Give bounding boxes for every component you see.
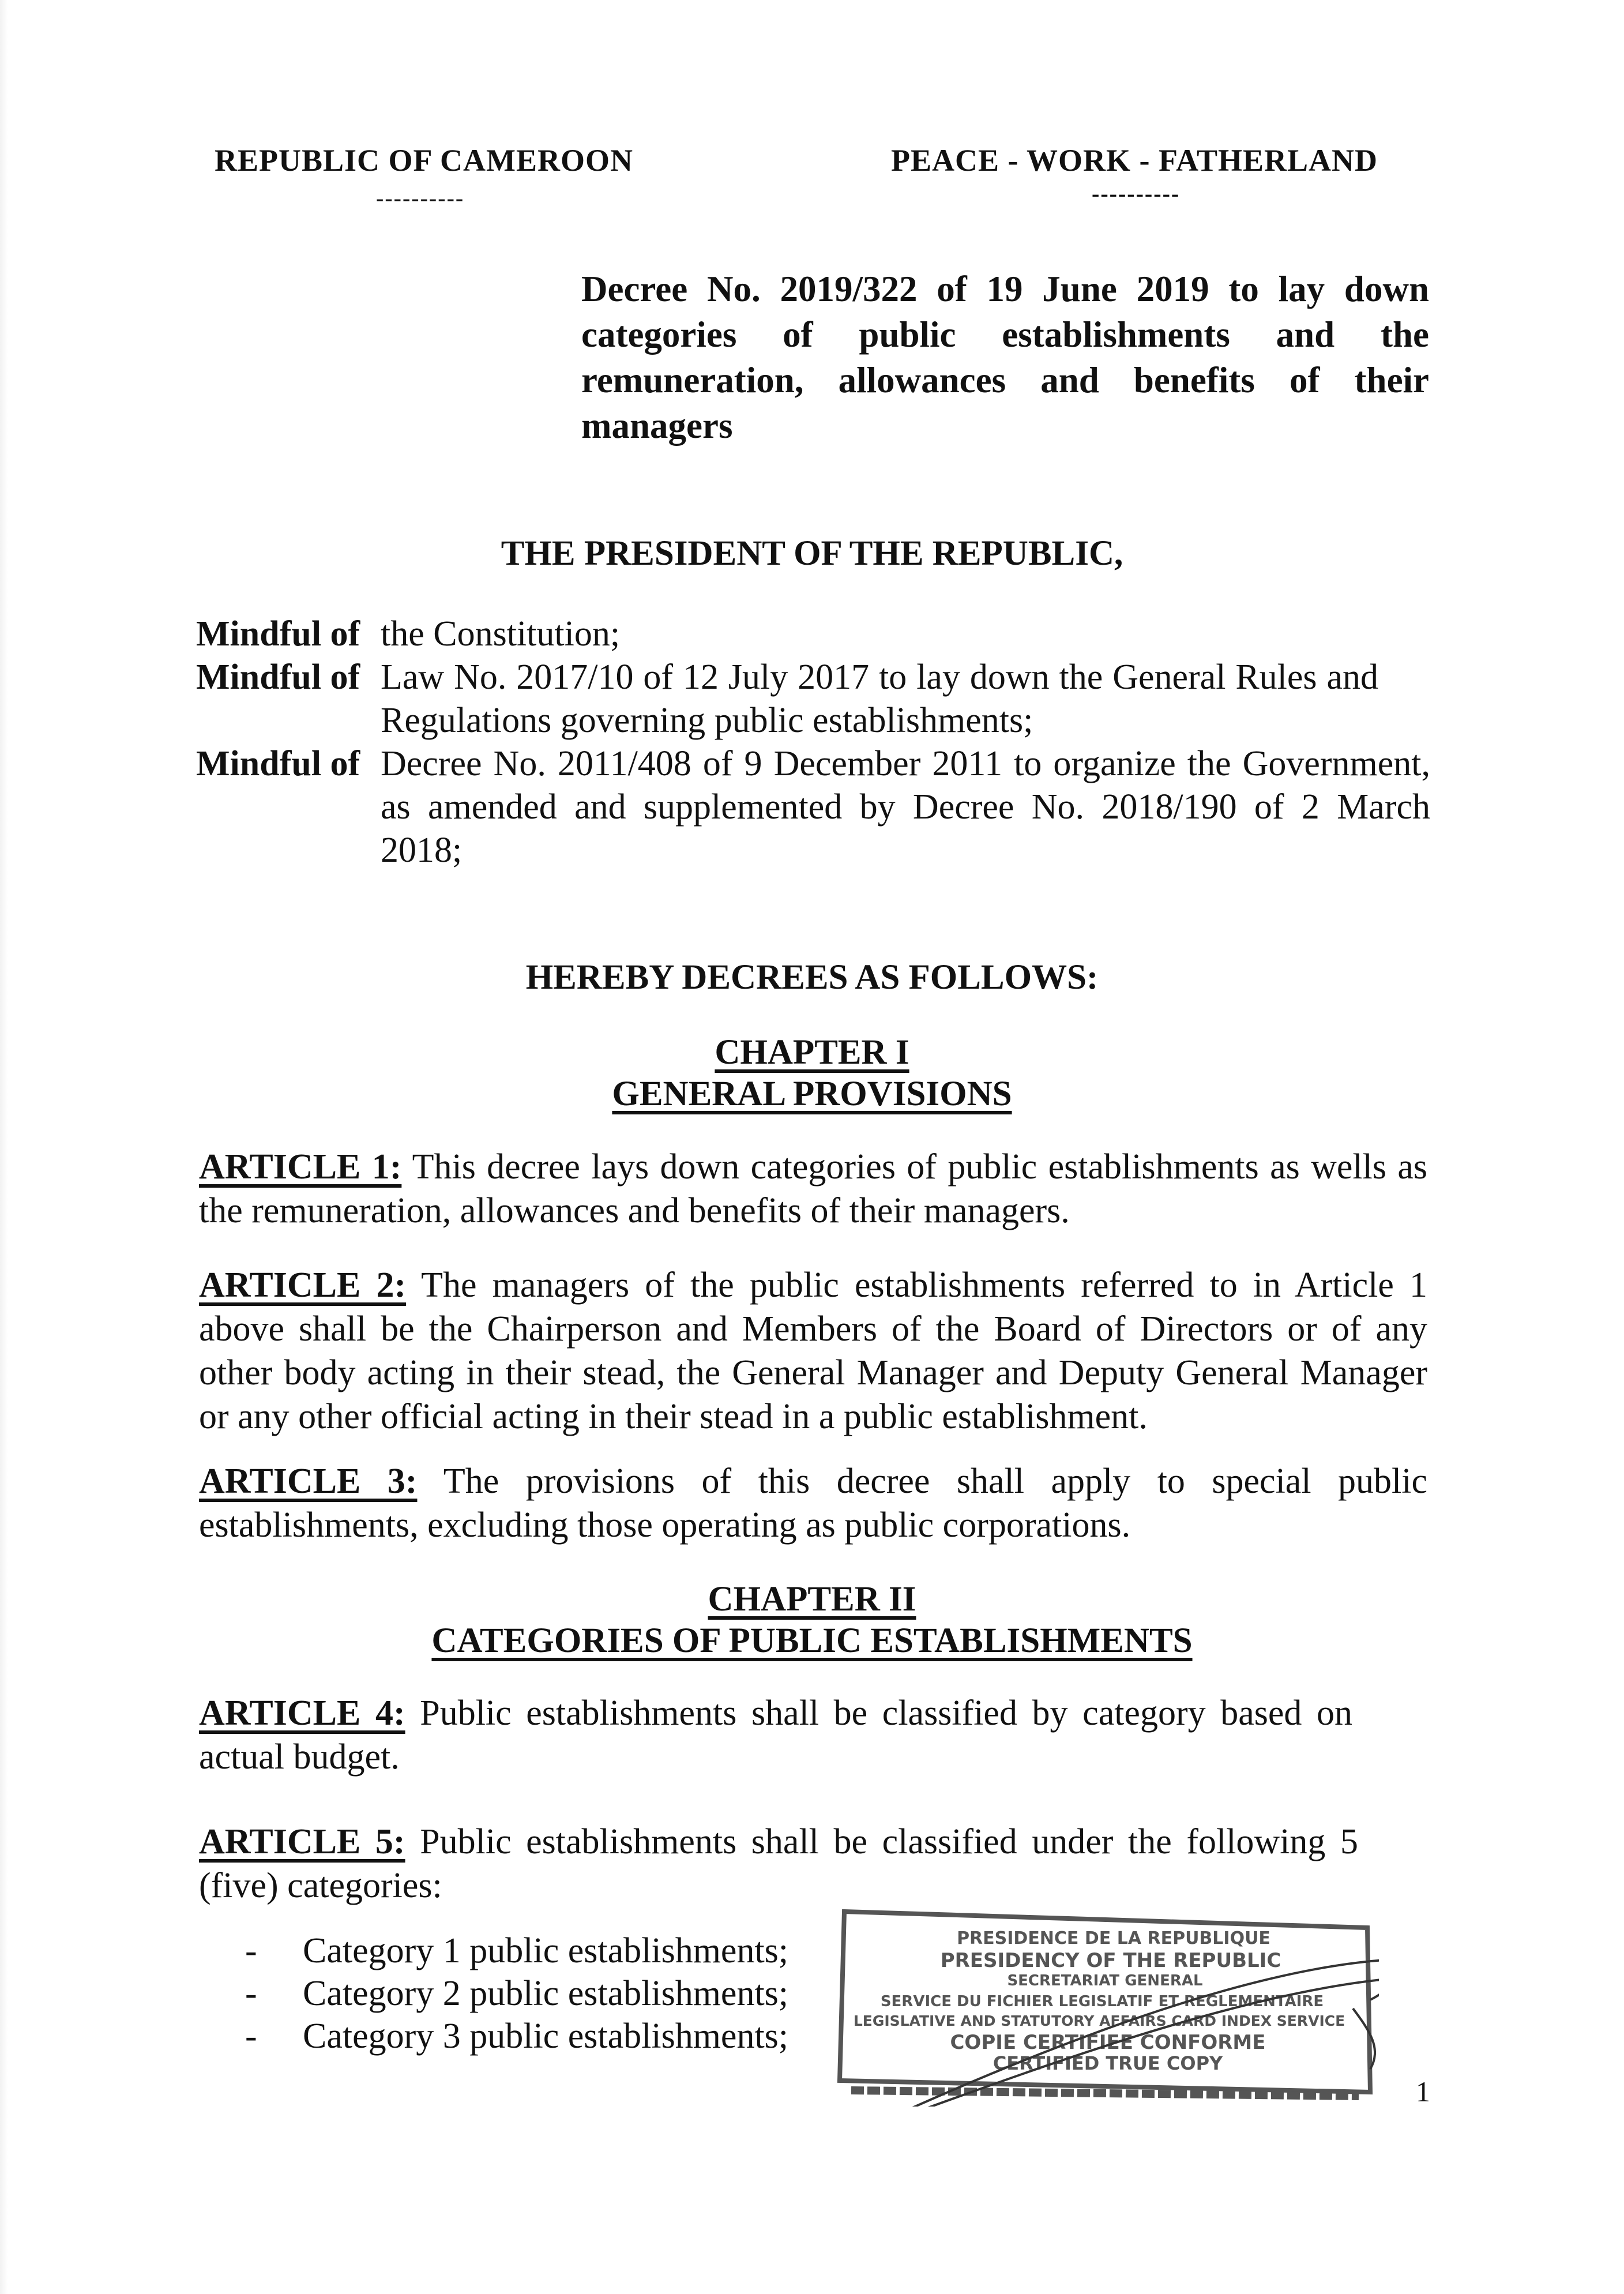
mindful-label: Mindful of <box>196 614 360 654</box>
chapter-2-number-text: CHAPTER II <box>708 1580 916 1619</box>
article-text: Public establishments shall be classified under the following 5 (five) categories: <box>199 1822 1359 1905</box>
list-item <box>245 2015 788 2058</box>
list-bullet: - <box>245 1931 257 1970</box>
article-1 <box>199 1145 1427 1233</box>
article-label: ARTICLE 4: <box>199 1694 405 1733</box>
article-2 <box>199 1263 1427 1439</box>
stamp-line: PRESIDENCE DE LA REPUBLIQUE <box>957 1928 1270 1948</box>
stamp-line: PRESIDENCY OF THE REPUBLIC <box>940 1949 1281 1972</box>
president-heading: THE PRESIDENT OF THE REPUBLIC, <box>501 534 1123 573</box>
mindful-item <box>196 656 1430 742</box>
mindful-text: Law No. 2017/10 of 12 July 2017 to lay down the General Rules and Regulations governing public establishments; <box>381 658 1378 740</box>
chapter-1-number <box>0 1033 1624 1073</box>
decree-title: Decree No. 2019/322 of 19 June 2019 to lay down categories of public establishments and the remuneration, allowances and benefits of their managers <box>581 269 1429 446</box>
mindful-text: the Constitution; <box>381 614 621 654</box>
stamp-line: SECRETARIAT GENERAL <box>1007 1972 1203 1989</box>
header-country: REPUBLIC OF CAMEROON <box>215 143 634 178</box>
category-list <box>245 1929 788 2058</box>
article-4 <box>199 1691 1352 1779</box>
scan-edge-shadow <box>0 0 8 2294</box>
list-item <box>245 1972 788 2015</box>
stamp-line: COPIE CERTIFIEE CONFORME <box>950 2031 1266 2054</box>
mindful-item <box>196 742 1430 872</box>
chapter-1-title-text: GENERAL PROVISIONS <box>612 1075 1012 1113</box>
chapter-1-number-text: CHAPTER I <box>715 1033 909 1072</box>
list-item-text: Category 3 public establishments; <box>303 2017 789 2056</box>
article-3 <box>199 1459 1427 1547</box>
article-label: ARTICLE 3: <box>199 1462 418 1501</box>
mindful-label: Mindful of <box>196 658 360 697</box>
article-label: ARTICLE 5: <box>199 1822 405 1861</box>
mindful-item <box>196 613 1430 656</box>
stamp-dotted-rule <box>851 2090 1359 2096</box>
article-label: ARTICLE 1: <box>199 1147 402 1187</box>
header-right-separator: ---------- <box>1092 181 1181 207</box>
article-text: The provisions of this decree shall apply to special public establishments, excluding those operating as public corporations. <box>199 1462 1427 1545</box>
chapter-2-title <box>0 1621 1624 1661</box>
mindful-section <box>196 613 1430 872</box>
stamp-line: CERTIFIED TRUE COPY <box>993 2052 1223 2074</box>
article-text: The managers of the public establishments referred to in Article 1 above shall be the Chairperson and Members of the Board of Directors or of any other body acting in their stead, the General Manager and Deputy General Manager or any other official acting in their stead in a public establishment. <box>199 1266 1427 1436</box>
chapter-2-title-text: CATEGORIES OF PUBLIC ESTABLISHMENTS <box>431 1621 1193 1660</box>
header-left-separator: ---------- <box>376 185 465 211</box>
chapter-1-title <box>0 1074 1624 1114</box>
list-bullet: - <box>245 1974 257 2013</box>
mindful-text: Decree No. 2011/408 of 9 December 2011 to organize the Government, as amended and supplemented by Decree No. 2018/190 of 2 March 2018; <box>381 744 1430 870</box>
chapter-2-number <box>0 1579 1624 1620</box>
article-text: This decree lays down categories of public establishments as wells as the remuneration, allowances and benefits of their managers. <box>199 1147 1427 1230</box>
certified-copy-stamp <box>828 1893 1379 2107</box>
page-number: 1 <box>1416 2075 1430 2108</box>
list-item-text: Category 2 public establishments; <box>303 1974 789 2013</box>
decrees-heading: HEREBY DECREES AS FOLLOWS: <box>525 958 1099 997</box>
list-item-text: Category 1 public establishments; <box>303 1931 789 1970</box>
stamp-line: LEGISLATIVE AND STATUTORY AFFAIRS CARD INDEX SERVICE <box>853 2013 1345 2029</box>
stamp-line: SERVICE DU FICHIER LEGISLATIF ET REGLEMENTAIRE <box>880 1993 1324 2010</box>
article-text: Public establishments shall be classified by category based on actual budget. <box>199 1694 1352 1777</box>
header-motto: PEACE - WORK - FATHERLAND <box>891 143 1378 178</box>
list-bullet: - <box>245 2017 257 2056</box>
list-item <box>245 1929 788 1972</box>
article-label: ARTICLE 2: <box>199 1266 407 1305</box>
mindful-label: Mindful of <box>196 744 360 783</box>
